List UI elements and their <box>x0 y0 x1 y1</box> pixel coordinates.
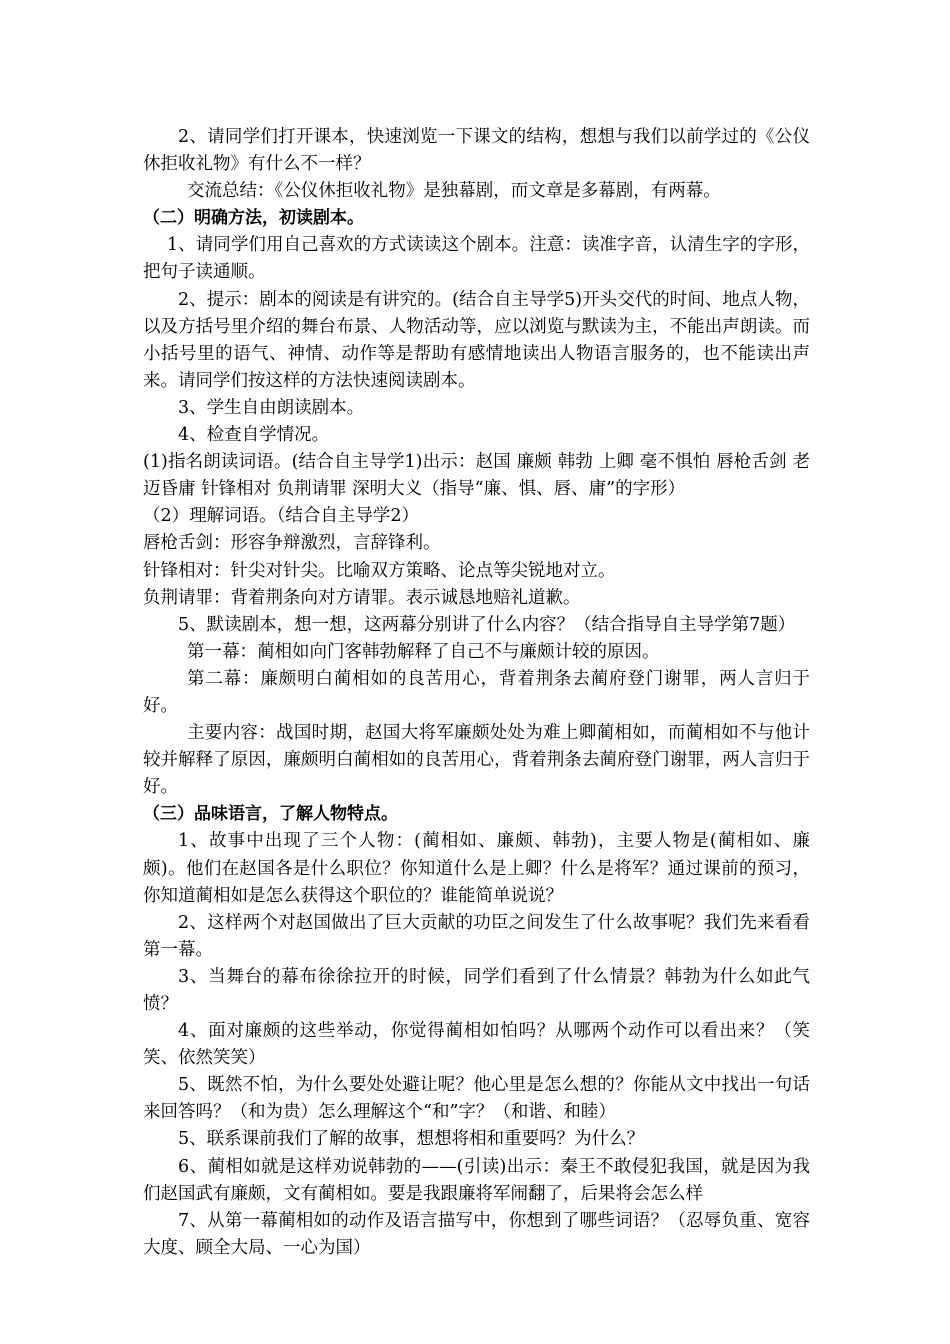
paragraph-3: 1、请同学们用自己喜欢的方式读读这个剧本。注意：读准字音，认清生字的字形，把句子读通顺。 <box>143 235 810 283</box>
paragraph-20: 5、既然不怕，为什么要处处避让呢？他心里是怎么想的？你能从文中找出一句话来回答吗？（和为贵）怎么理解这个“和”字？（和谐、和睦） <box>143 1075 810 1123</box>
paragraph-2: 交流总结：《公仪休拒收礼物》是独幕剧，而文章是多幕剧，有两幕。 <box>187 181 721 202</box>
paragraph-5: 3、学生自由朗读剧本。 <box>178 397 365 418</box>
paragraph-16: 1、故事中出现了三个人物：(蔺相如、廉颇、韩勃)，主要人物是(蔺相如、廉颇)。他们在赵国各是什么职位？你知道什么是上卿？什么是将军？通过课前的预习，你知道蔺相如是怎么获得这个职位的？谁能简单说说？ <box>143 831 810 906</box>
paragraph-14: 第二幕：廉颇明白蔺相如的良苦用心，背着荆条去蔺府登门谢罪，两人言归于好。 <box>143 668 810 716</box>
paragraph-8: （2）理解词语。（结合自主导学2） <box>143 506 420 527</box>
section-heading-2: （二）明确方法，初读剧本。 <box>143 208 364 229</box>
paragraph-13: 第一幕：蔺相如向门客韩勃解释了自己不与廉颇计较的原因。 <box>187 641 660 662</box>
paragraph-7: (1)指名朗读词语。(结合自主导学1)出示：赵国 廉颇 韩勃 上卿 毫不惧怕 唇枪舌剑 老迈昏庸 针锋相对 负荆请罪 深明大义（指导“廉、惧、唇、庸”的字形） <box>143 452 810 500</box>
paragraph-21: 5、联系课前我们了解的故事，想想将相和重要吗？为什么？ <box>178 1129 645 1150</box>
paragraph-4: 2、提示：剧本的阅读是有讲究的。(结合自主导学5)开头交代的时间、地点人物，以及方括号里介绍的舞台布景、人物活动等，应以浏览与默读为主，不能出声朗读。而小括号里的语气、神情、动作等是帮助有感情地读出人物语言服务的，也不能读出声来。请同学们按这样的方法快速阅读剧本。 <box>143 289 810 391</box>
paragraph-9: 唇枪舌剑：形容争辩激烈，言辞锋利。 <box>143 533 441 554</box>
paragraph-10: 针锋相对：针尖对针尖。比喻双方策略、论点等尖锐地对立。 <box>143 560 616 581</box>
paragraph-11: 负荆请罪：背着荆条向对方请罪。表示诚恳地赔礼道歉。 <box>143 587 581 608</box>
paragraph-17: 2、这样两个对赵国做出了巨大贡献的功臣之间发生了什么故事呢？我们先来看看第一幕。 <box>143 912 810 960</box>
paragraph-1: 2、请同学们打开课本，快速浏览一下课文的结构，想想与我们以前学过的《公仪休拒收礼物》有什么不一样？ <box>143 127 810 175</box>
paragraph-23: 7、从第一幕蔺相如的动作及语言描写中，你想到了哪些词语？（忍辱负重、宽容大度、顾全大局、一心为国） <box>143 1210 810 1258</box>
paragraph-18: 3、当舞台的幕布徐徐拉开的时候，同学们看到了什么情景？韩勃为什么如此气愤？ <box>143 966 810 1014</box>
paragraph-15: 主要内容：战国时期，赵国大将军廉颇处处为难上卿蔺相如，而蔺相如不与他计较并解释了原因，廉颇明白蔺相如的良苦用心，背着荆条去蔺府登门谢罪，两人言归于好。 <box>143 723 810 798</box>
paragraph-19: 4、面对廉颇的这些举动，你觉得蔺相如怕吗？从哪两个动作可以看出来？（笑笑、依然笑笑） <box>143 1021 810 1069</box>
paragraph-22: 6、蔺相如就是这样劝说韩勃的——(引读)出示：秦王不敢侵犯我国，就是因为我们赵国武有廉颇，文有蔺相如。要是我跟廉将军闹翻了，后果将会怎么样 <box>143 1156 810 1204</box>
document-page <box>143 124 810 1262</box>
paragraph-6: 4、检查自学情况。 <box>178 425 330 446</box>
paragraph-12: 5、默读剧本，想一想，这两幕分别讲了什么内容？（结合指导自主导学第7题） <box>178 614 796 635</box>
section-heading-3: （三）品味语言，了解人物特点。 <box>143 804 398 825</box>
